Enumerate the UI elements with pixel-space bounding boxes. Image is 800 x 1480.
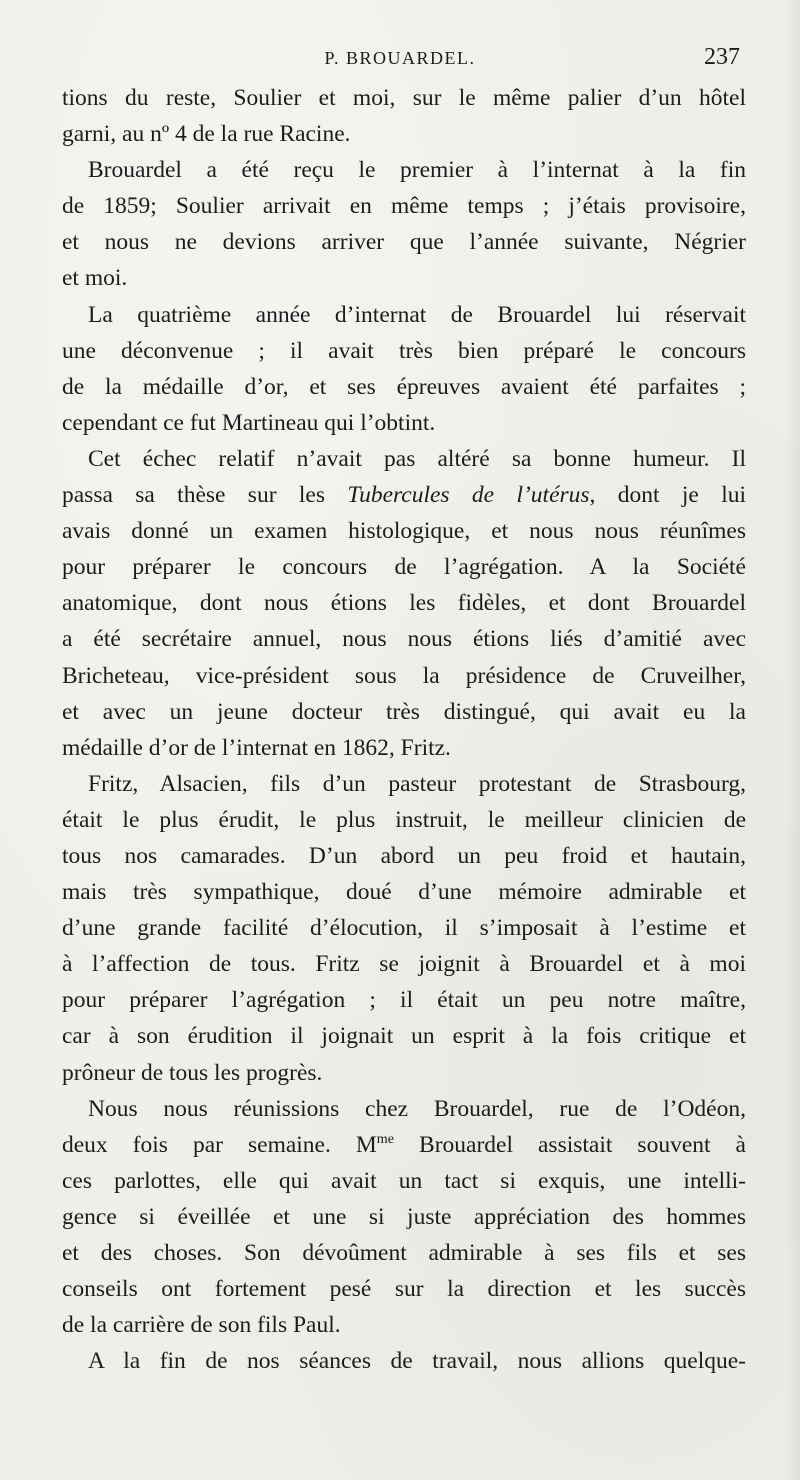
body-text <box>62 80 746 1379</box>
text-line: prôneur de tous les progrès. <box>62 1059 323 1086</box>
text-line: La quatrième année d’internat de Brouardel lui réservait <box>88 301 746 328</box>
text-line: de la carrière de son fils Paul. <box>62 1312 341 1339</box>
text-line: de la médaille d’or, et ses épreuves avaient été parfaites ; <box>62 373 746 400</box>
text-line: gence si éveillée et une si juste appréciation des hommes <box>62 1203 746 1230</box>
text-line: mais très sympathique, doué d’une mémoire admirable et <box>62 879 746 906</box>
text-line: Fritz, Alsacien, fils d’un pasteur protestant de Strasbourg, <box>88 770 746 797</box>
text-line: et avec un jeune docteur très distingué, qui avait eu la <box>62 698 746 725</box>
paragraph <box>62 1091 746 1344</box>
text-line: une déconvenue ; il avait très bien préparé le concours <box>62 337 746 364</box>
text-line: d’une grande facilité d’élocution, il s’imposait à l’estime et <box>62 915 746 942</box>
text-line: Cet échec relatif n’avait pas altéré sa bonne humeur. Il <box>88 445 746 472</box>
text-line: de 1859; Soulier arrivait en même temps ; j’étais provisoire, <box>62 193 746 220</box>
text-line: Bricheteau, vice-président sous la présidence de Cruveilher, <box>62 662 746 689</box>
page-edge-shadow <box>786 0 800 1480</box>
text-line: anatomique, dont nous étions les fidèles, et dont Brouardel <box>62 590 746 617</box>
text-line: pour préparer le concours de l’agrégation. A la Société <box>62 554 746 581</box>
page-number: 237 <box>704 44 740 70</box>
text-line: et nous ne devions arriver que l’année suivante, Négrier <box>62 229 746 256</box>
text-line: garni, au nº 4 de la rue Racine. <box>62 121 351 148</box>
paragraph <box>62 152 746 296</box>
text-line: a été secrétaire annuel, nous nous étions liés d’amitié avec <box>62 626 746 653</box>
page-header <box>60 42 740 78</box>
text-line: conseils ont fortement pesé sur la direction et les succès <box>62 1276 746 1303</box>
text-line: ces parlottes, elle qui avait un tact si exquis, une intelli- <box>62 1167 746 1194</box>
text-line: tous nos camarades. D’un abord un peu froid et hautain, <box>62 842 746 869</box>
text-line: cependant ce fut Martineau qui l’obtint. <box>62 409 436 436</box>
text-line <box>62 1127 746 1163</box>
text-line: médaille d’or de l’internat en 1862, Fritz. <box>62 734 451 761</box>
text-run: Brouardel assistait souvent à <box>394 1131 746 1158</box>
text-line: Nous nous réunissions chez Brouardel, rue de l’Odéon, <box>88 1095 746 1122</box>
text-line: tions du reste, Soulier et moi, sur le même palier d’un hôtel <box>62 85 746 111</box>
text-line: et des choses. Son dévoûment admirable à ses fils et ses <box>62 1240 746 1266</box>
text-run: passa sa thèse sur les <box>62 482 348 509</box>
running-head: P. BROUARDEL. <box>324 48 476 68</box>
text-run: , dont je lui <box>589 482 746 509</box>
text-line: pour préparer l’agrégation ; il était un peu notre maître, <box>62 987 746 1014</box>
text-line: Brouardel a été reçu le premier à l’internat à la fin <box>88 157 746 184</box>
text-run: deux fois par semaine. M <box>62 1131 377 1158</box>
paragraph <box>62 1343 746 1379</box>
text-line: et moi. <box>62 265 128 292</box>
text-line <box>62 477 746 513</box>
text-line: à l’affection de tous. Fritz se joignit à Brouardel et à moi <box>62 951 746 978</box>
text-line: A la fin de nos séances de travail, nous allions quelque- <box>88 1348 746 1375</box>
paragraph <box>62 766 746 1091</box>
text-line: car à son érudition il joignait un esprit à la fois critique et <box>62 1023 746 1050</box>
paragraph <box>62 80 746 152</box>
paragraph <box>62 297 746 441</box>
italic-title: Tubercules de l’utérus <box>347 482 590 509</box>
text-line: avais donné un examen histologique, et nous nous réunîmes <box>62 518 746 545</box>
paragraph <box>62 441 746 766</box>
superscript-abbrev: me <box>376 1130 394 1147</box>
text-line: était le plus érudit, le plus instruit, le meilleur clinicien de <box>62 806 746 833</box>
